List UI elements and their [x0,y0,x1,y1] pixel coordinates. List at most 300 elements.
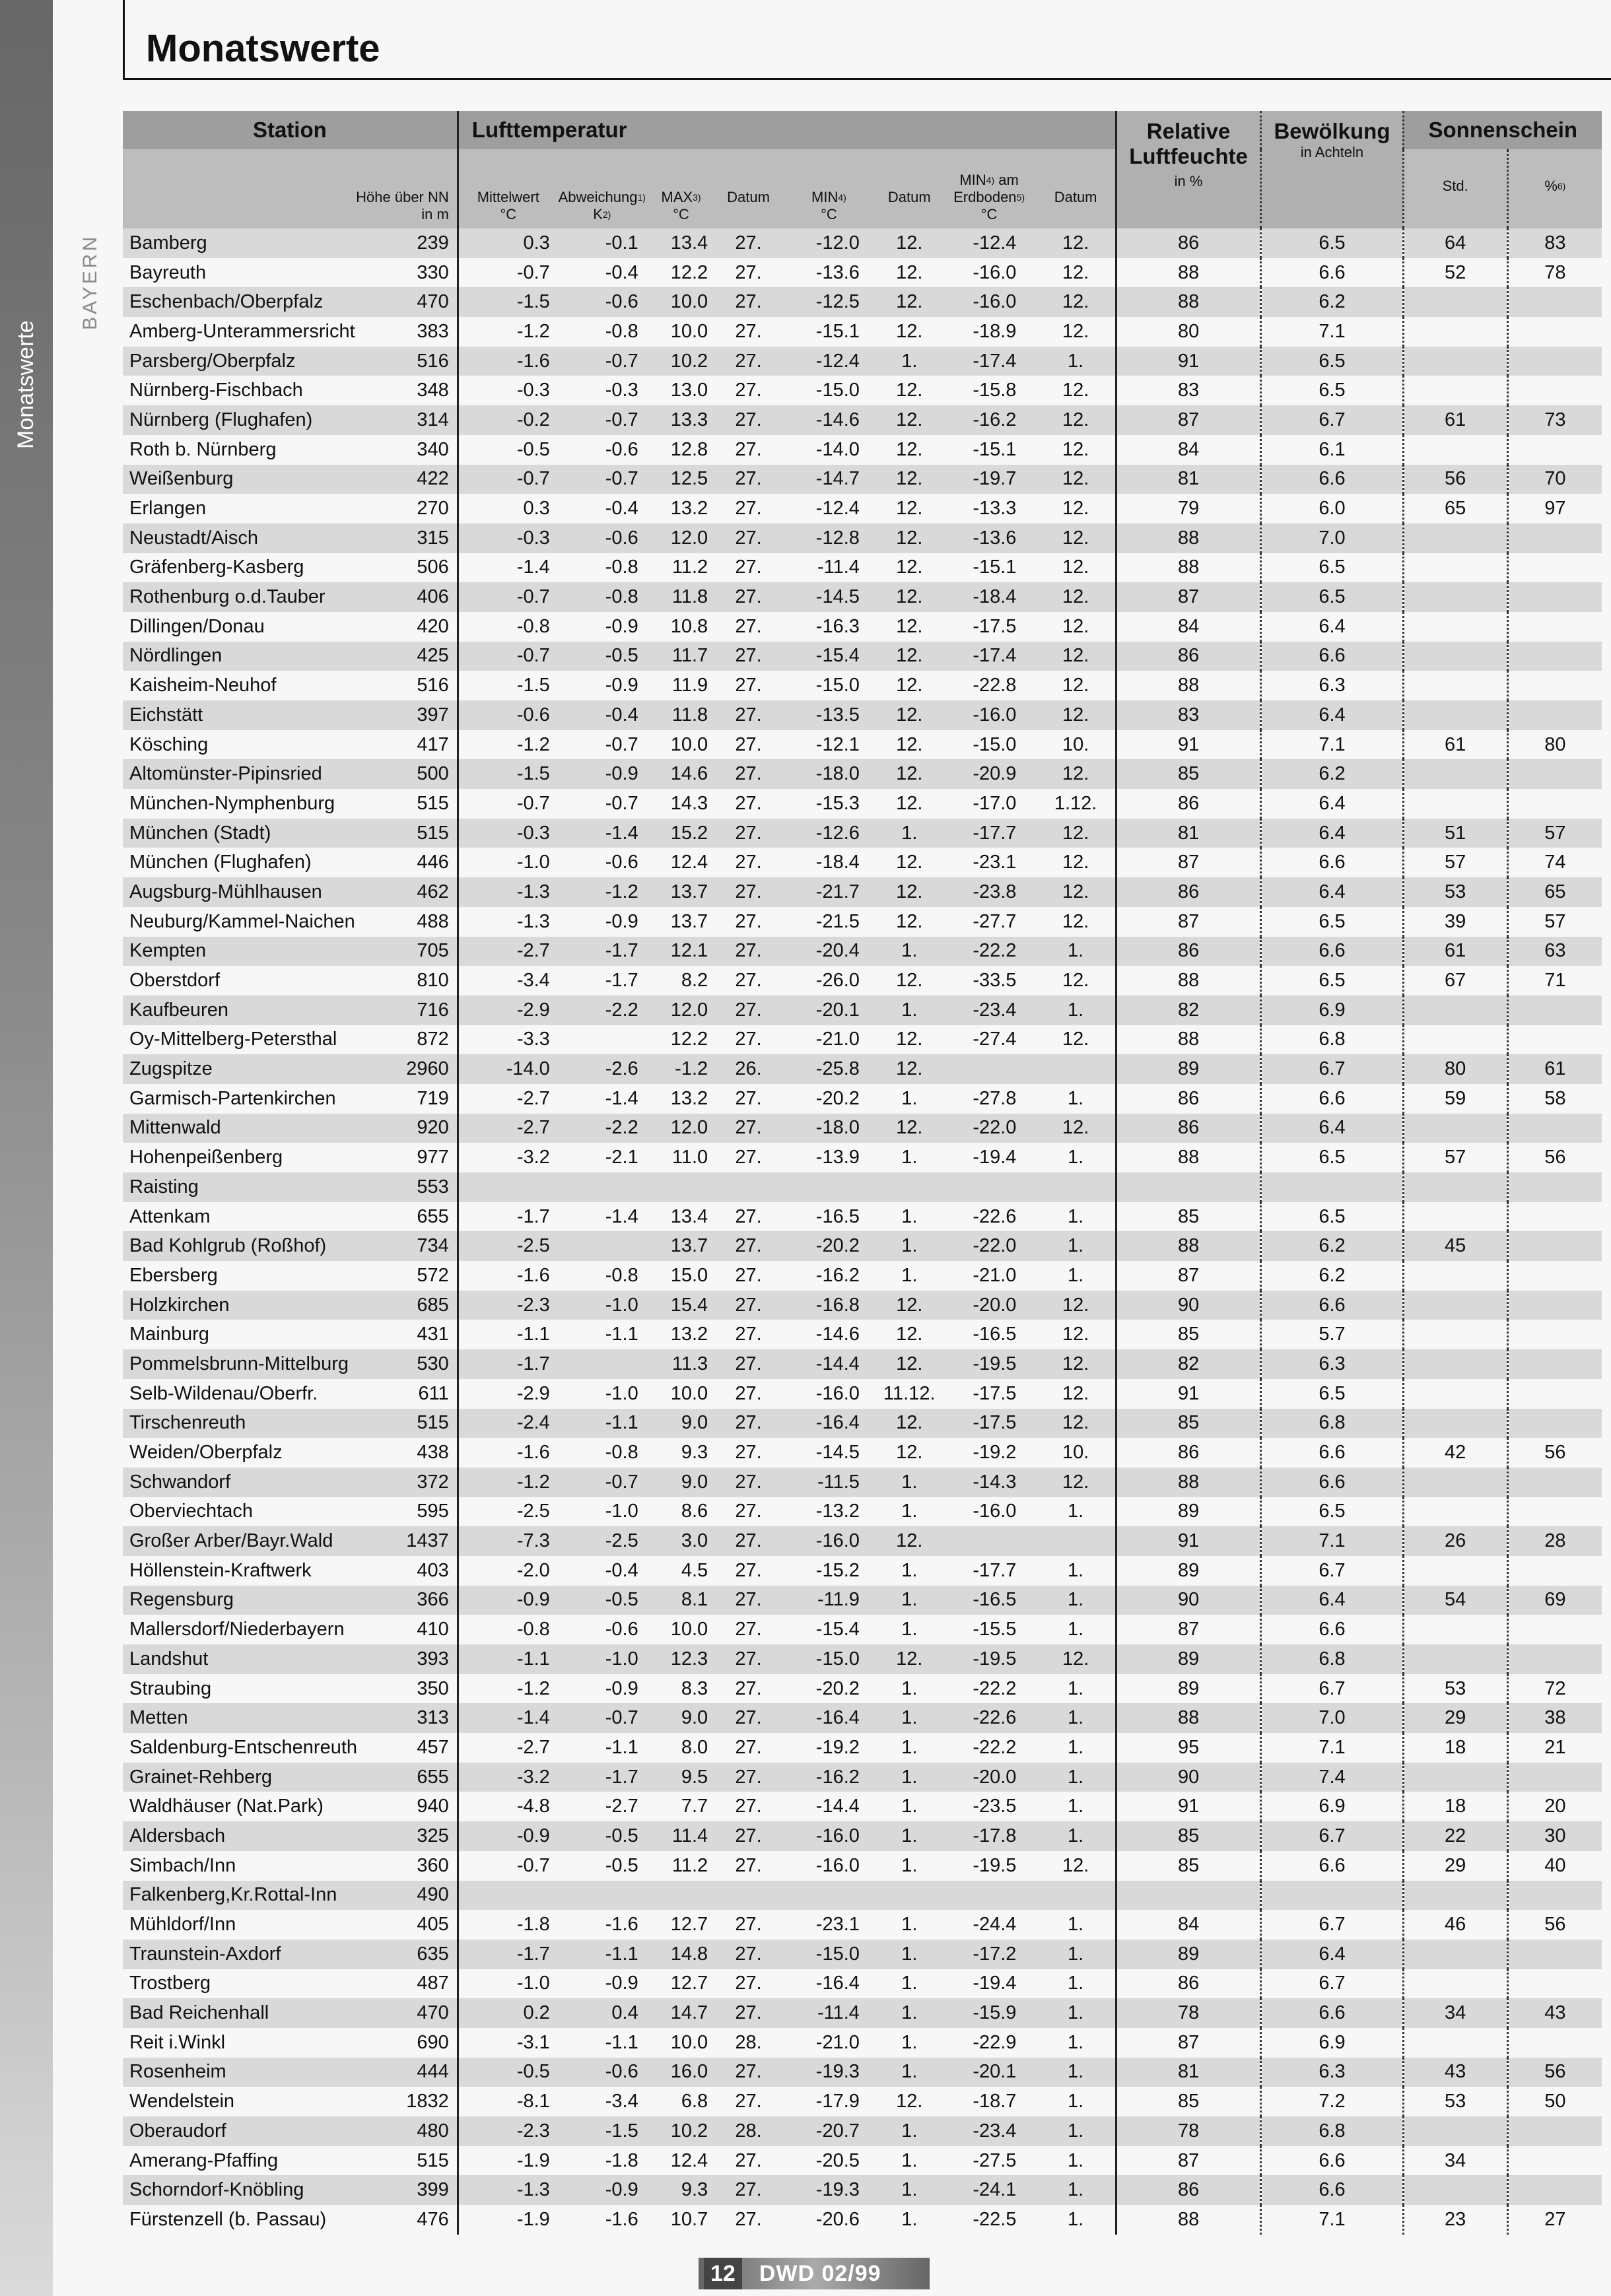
cell-luftfeuchte: 86 [1116,228,1261,258]
cell-datum-min: 11.12. [883,1382,936,1404]
issue-label: DWD 02/99 [759,2260,881,2286]
cell-sonne-pct [1507,1114,1602,1143]
cell-bewoelkung: 6.6 [1261,642,1403,671]
table-row [123,1615,1602,1644]
cell-min-erdboden [942,1526,1037,1556]
cell-hoehe: 462 [398,877,458,907]
cell-mittelwert: 0.3 [523,498,550,520]
cell-sonne-pct: 61 [1507,1054,1602,1084]
cell-bewoelkung: 6.2 [1261,1261,1403,1291]
cell-luftfeuchte: 87 [1116,848,1261,877]
cell-luftfeuchte: 82 [1116,1349,1261,1379]
cell-luftfeuchte: 86 [1116,789,1261,819]
cell-datum-min: 12. [877,1644,942,1674]
cell-luftfeuchte: 88 [1116,671,1261,700]
cell-luftfeuchte: 89 [1116,1556,1261,1586]
cell-mittelwert: -1.7 [458,1940,558,1969]
cell-luftfeuchte: 82 [1116,996,1261,1025]
cell-datum-max: 28. [735,2031,762,2053]
cell-min-erdboden: -15.8 [973,380,1017,401]
cell-hoehe: 397 [398,700,458,730]
cell-station-name: Rothenburg o.d.Tauber [123,582,398,612]
cell-luftfeuchte: 85 [1116,1821,1261,1851]
cell-min-erdboden: -15.5 [973,1619,1017,1640]
cell-sonne-pct [1507,1409,1602,1438]
cell-min: -16.0 [815,1382,860,1404]
cell-min-erdboden: -17.0 [973,792,1017,814]
cell-station-name: Dillingen/Donau [129,615,265,637]
cell-max: 9.0 [646,1409,716,1438]
cell-min: -21.5 [815,910,860,932]
cell-abweichung: -0.6 [558,523,646,553]
cell-sonne-pct: 97 [1544,498,1566,520]
bewoelkung-unit: in Achteln [1300,144,1364,160]
cell-max: 16.0 [646,2058,716,2087]
cell-datum-min: 1. [901,1205,918,1227]
cell-luftfeuchte: 87 [1116,907,1261,937]
cell-datum-min: 12. [896,910,923,932]
cell-datum-max: 27. [716,465,781,494]
cell-mittelwert: -0.6 [458,700,558,730]
cell-max: 9.0 [646,1703,716,1733]
cell-station-name: Bayreuth [129,261,207,283]
cell-abweichung: -1.1 [605,1324,638,1345]
cell-sonne-std [1403,700,1507,730]
cell-abweichung: -2.7 [605,1796,638,1817]
cell-abweichung: -0.7 [558,1703,646,1733]
table-row [123,1261,1602,1291]
cell-min-erdboden: -24.4 [973,1914,1017,1936]
cell-mittelwert: -1.0 [516,1973,550,1994]
cell-datum-min: 1. [901,1796,918,1817]
cell-hoehe: 470 [398,1998,458,2028]
cell-sonne-pct [1507,1025,1602,1055]
cell-station-name: Eschenbach/Oberpfalz [123,287,398,317]
cell-mittelwert: -1.5 [516,675,550,696]
cell-sonne-pct: 57 [1544,910,1566,932]
cell-datum-erdboden: 12. [1036,582,1116,612]
cell-datum-erdboden: 1. [1036,1674,1116,1704]
cell-min-erdboden: -20.9 [942,759,1037,789]
max-line1: MAX [661,189,693,205]
cell-datum-erdboden: 1. [1036,1202,1116,1232]
cell-datum-erdboden: 12. [1036,553,1116,583]
cell-sonne-pct: 56 [1544,1147,1566,1168]
cell-max: 15.4 [646,1291,716,1320]
cell-min: -14.6 [781,405,877,435]
cell-station-name: Mainburg [129,1324,209,1345]
title-frame [123,0,1611,80]
cell-sonne-pct [1507,1940,1602,1969]
cell-sonne-std: 61 [1403,730,1507,760]
cell-luftfeuchte: 87 [1116,2146,1261,2176]
cell-datum-erdboden: 12. [1036,877,1116,907]
cell-luftfeuchte: 87 [1116,1261,1261,1291]
cell-max: 13.0 [670,380,708,401]
cell-bewoelkung: 6.2 [1261,759,1403,789]
cell-sonne-pct: 56 [1544,1442,1566,1464]
cell-min-erdboden: -17.4 [942,642,1037,671]
cell-max: 15.0 [670,1264,708,1286]
cell-station-name: Simbach/Inn [129,1854,236,1876]
region-label-text: BAYERN [79,234,101,330]
cell-min: -20.2 [815,1677,860,1699]
cell-sonne-pct [1507,1468,1602,1497]
table-row [123,2087,1602,2116]
cell-sonne-pct [1507,1556,1602,1586]
cell-datum-min: 12. [896,1029,923,1050]
cell-max: 10.2 [646,2116,716,2146]
cell-abweichung: -2.1 [605,1147,638,1168]
cell-hoehe: 515 [398,1409,458,1438]
relative-line1: Relative [1146,119,1231,143]
cell-luftfeuchte: 87 [1116,2028,1261,2058]
cell-sonne-std: 34 [1403,2146,1507,2176]
page-title: Monatswerte [146,27,380,70]
cell-sonne-pct: 69 [1507,1586,1602,1615]
table-row [123,2205,1602,2235]
cell-min-erdboden: -13.6 [942,523,1037,553]
table-row [123,2146,1602,2176]
cell-max: 11.8 [646,700,716,730]
cell-mittelwert: -2.0 [516,1559,550,1581]
cell-hoehe: 360 [398,1851,458,1881]
cell-max: 12.7 [670,1973,708,1994]
cell-bewoelkung: 6.6 [1261,1468,1403,1497]
cell-abweichung: -0.5 [558,642,646,671]
cell-min: -14.4 [781,1349,877,1379]
cell-hoehe: 383 [398,317,458,347]
cell-min-erdboden: -17.7 [973,1559,1017,1581]
table-row [123,1231,1602,1261]
cell-mittelwert: -1.2 [458,1468,558,1497]
table-row [123,1438,1602,1468]
cell-hoehe: 690 [398,2028,458,2058]
cell-datum-max: 27. [735,1205,762,1227]
table-row [123,1468,1602,1497]
cell-min: -21.0 [815,2031,860,2053]
cell-datum-min: 1. [877,1940,942,1969]
cell-max: 14.8 [646,1940,716,1969]
cell-luftfeuchte: 85 [1116,1320,1261,1349]
cell-abweichung: -0.5 [605,1854,638,1876]
cell-hoehe: 810 [398,966,458,996]
cell-datum-max: 27. [735,261,762,283]
cell-bewoelkung: 6.6 [1261,1084,1403,1114]
cell-sonne-std [1403,2175,1507,2205]
cell-mittelwert: -3.2 [458,1763,558,1792]
cell-min-erdboden: -22.2 [942,937,1037,966]
table-row [123,789,1602,819]
cell-bewoelkung: 6.5 [1261,966,1403,996]
cell-luftfeuchte: 83 [1116,376,1261,405]
cell-datum-max: 27. [735,1147,762,1168]
cell-mittelwert: -0.8 [516,615,550,637]
cell-min: -12.4 [815,498,860,520]
cell-sonne-std [1403,376,1507,405]
cell-datum-min: 1. [901,1501,918,1522]
min-line2: °C [821,206,837,222]
cell-sonne-pct [1507,996,1602,1025]
cell-datum-max: 27. [735,1559,762,1581]
cell-max: 11.2 [671,1854,708,1876]
cell-luftfeuchte: 79 [1116,494,1261,523]
cell-datum-max: 27. [716,1291,781,1320]
cell-min: -16.2 [815,1264,860,1286]
cell-min: -15.4 [781,642,877,671]
cell-datum-erdboden: 12. [1036,848,1116,877]
cell-max: 13.4 [646,228,716,258]
cell-hoehe: 330 [398,258,458,288]
cell-bewoelkung [1261,1172,1403,1202]
cell-sonne-pct [1507,435,1602,465]
cell-bewoelkung: 6.6 [1261,2175,1403,2205]
cell-bewoelkung: 6.2 [1261,287,1403,317]
cell-bewoelkung: 6.6 [1261,1615,1403,1644]
cell-max: 13.4 [670,1205,708,1227]
cell-station-name: Aldersbach [123,1821,398,1851]
cell-datum-min: 1. [901,1914,918,1936]
cell-min: -15.2 [815,1559,860,1581]
cell-luftfeuchte: 86 [1116,1114,1261,1143]
cell-mittelwert: -2.7 [458,1114,558,1143]
cell-station-name: Schorndorf-Knöbling [123,2175,398,2205]
cell-max: 6.8 [681,2091,708,2112]
cell-datum-min: 1. [901,1559,918,1581]
header-pct: %$^{6)}$ [1507,149,1602,228]
cell-datum-min: 1. [877,1763,942,1792]
minboden-sup2: 5) [1016,192,1025,203]
cell-station-name: Attenkam [129,1205,211,1227]
cell-bewoelkung: 6.7 [1261,405,1403,435]
cell-mittelwert: -1.6 [516,1264,550,1286]
cell-datum-erdboden: 12. [1036,700,1116,730]
cell-sonne-pct [1507,347,1602,376]
cell-datum-max: 27. [716,582,781,612]
cell-min: -14.5 [781,582,877,612]
cell-sonne-pct [1507,1202,1602,1232]
cell-station-name: Oberaudorf [123,2116,398,2146]
cell-sonne-pct: 56 [1507,2058,1602,2087]
relative-unit: in % [1174,173,1203,189]
cell-datum-max: 27. [716,700,781,730]
cell-bewoelkung: 6.7 [1261,1969,1403,1999]
cell-datum-min: 12. [896,1324,923,1345]
table-row [123,405,1602,435]
cell-bewoelkung: 6.7 [1261,1821,1403,1851]
cell-station-name: Saldenburg-Entschenreuth [129,1736,358,1758]
cell-min: -21.0 [815,1029,860,1050]
cell-hoehe: 488 [398,907,458,937]
cell-station-name: Kösching [129,733,209,755]
cell-datum-min: 12. [896,970,923,992]
cell-datum-min: 12. [877,700,942,730]
table-row [123,1556,1602,1586]
cell-mittelwert: -1.9 [516,2149,550,2171]
cell-min-erdboden: -19.2 [973,1442,1017,1464]
cell-station-name: Altomünster-Pipinsried [123,759,398,789]
table-row [123,1940,1602,1969]
cell-bewoelkung: 6.0 [1261,494,1403,523]
cell-mittelwert: 0.3 [458,228,558,258]
cell-max: 14.3 [670,792,708,814]
cell-datum-min: 1. [877,347,942,376]
cell-max: 11.9 [671,675,708,696]
cell-sonne-std [1403,1468,1507,1497]
cell-mittelwert: -2.4 [458,1409,558,1438]
cell-sonne-std: 59 [1403,1084,1507,1114]
cell-mittelwert: -0.7 [458,642,558,671]
header-datum-max: Datum [716,149,781,228]
cell-sonne-pct [1507,1291,1602,1320]
cell-bewoelkung: 6.9 [1261,1792,1403,1821]
cell-datum-min: 12. [877,228,942,258]
cell-max: 12.2 [670,1029,708,1050]
cell-sonne-pct [1507,1379,1602,1409]
cell-abweichung: -0.7 [558,405,646,435]
table-row [123,1320,1602,1349]
cell-luftfeuchte: 80 [1116,317,1261,347]
cell-mittelwert: -1.5 [458,287,558,317]
cell-mittelwert: -8.1 [516,2091,550,2112]
cell-min: -13.5 [781,700,877,730]
cell-station-name: Großer Arber/Bayr.Wald [123,1526,398,1556]
cell-datum-erdboden: 12. [1036,612,1116,642]
table-row [123,1172,1602,1202]
cell-datum-erdboden: 12. [1036,1409,1116,1438]
cell-min: -12.6 [781,819,877,848]
hoehe-line1: Höhe über NN [356,189,449,205]
abweichung-line2-sup: 2) [602,209,611,220]
cell-luftfeuchte: 88 [1116,287,1261,317]
cell-min: -12.5 [781,287,877,317]
cell-hoehe: 500 [398,759,458,789]
cell-luftfeuchte: 91 [1116,1379,1261,1409]
cell-mittelwert: -0.9 [458,1586,558,1615]
cell-station-name: Rosenheim [123,2058,398,2087]
cell-mittelwert: -1.8 [516,1914,550,1936]
cell-datum-erdboden: 1. [1036,1231,1116,1261]
cell-station-name: Hohenpeißenberg [129,1147,283,1168]
cell-station-name: Bad Reichenhall [123,1998,398,2028]
cell-datum-max: 27. [716,642,781,671]
cell-min: -20.2 [815,1087,860,1109]
cell-hoehe: 444 [398,2058,458,2087]
cell-min: -14.6 [815,1324,860,1345]
cell-datum-min: 1. [877,937,942,966]
cell-sonne-std [1403,759,1507,789]
cell-station-name: München-Nymphenburg [129,792,335,814]
table-row [123,848,1602,877]
cell-station-name: Höllenstein-Kraftwerk [129,1559,312,1581]
cell-datum-erdboden: 12. [1036,1851,1116,1881]
cell-mittelwert: -1.4 [458,1703,558,1733]
table-row [123,642,1602,671]
cell-datum-max: 27. [735,1677,762,1699]
cell-station-name: Mallersdorf/Niederbayern [129,1619,345,1640]
cell-datum-erdboden: 1. [1036,2087,1116,2116]
cell-datum-max [716,1881,781,1910]
cell-abweichung: -0.7 [558,1468,646,1497]
cell-sonne-std [1403,612,1507,642]
cell-datum-erdboden: 1. [1036,1940,1116,1969]
header-datum-min: Datum [877,149,942,228]
cell-datum-erdboden: 1. [1036,1792,1116,1821]
cell-abweichung [558,1172,646,1202]
cell-datum-min: 1. [877,2116,942,2146]
cell-max: 12.7 [670,1914,708,1936]
cell-abweichung: -0.8 [605,557,638,578]
cell-mittelwert: -1.4 [516,557,550,578]
cell-datum-min: 1. [877,819,942,848]
cell-sonne-pct [1507,1261,1602,1291]
cell-sonne-std [1403,553,1507,583]
cell-mittelwert [458,1172,558,1202]
cell-hoehe: 410 [398,1615,458,1644]
cell-mittelwert: -0.7 [458,582,558,612]
cell-luftfeuchte: 88 [1116,553,1261,583]
cell-datum-min: 12. [877,287,942,317]
cell-abweichung: -0.8 [605,1264,638,1286]
cell-min-erdboden: -22.5 [973,2208,1017,2230]
cell-abweichung: -1.4 [558,819,646,848]
cell-sonne-pct [1507,1644,1602,1674]
cell-datum-erdboden: 1. [1036,1821,1116,1851]
cell-sonne-std [1403,523,1507,553]
cell-sonne-pct: 73 [1507,405,1602,435]
cell-datum-max: 27. [716,759,781,789]
relative-line2: Luftfeuchte [1129,144,1248,168]
cell-bewoelkung: 6.6 [1261,2146,1403,2176]
cell-min-erdboden: -16.0 [973,1501,1017,1522]
cell-datum-max: 27. [735,2149,762,2171]
cell-sonne-std: 51 [1403,819,1507,848]
cell-min-erdboden: -27.4 [973,1029,1017,1050]
cell-mittelwert: -1.2 [516,733,550,755]
cell-datum-min: 12. [896,380,923,401]
cell-max: 13.7 [670,910,708,932]
cell-mittelwert: -1.3 [516,910,550,932]
cell-bewoelkung: 6.6 [1261,1438,1403,1468]
cell-mittelwert: 0.2 [458,1998,558,2028]
cell-max: 10.0 [670,320,708,342]
cell-mittelwert: -2.7 [516,1087,550,1109]
cell-max: 12.3 [646,1644,716,1674]
cell-mittelwert: -0.7 [458,465,558,494]
cell-min: -15.4 [815,1619,860,1640]
table-row [123,1025,1602,1055]
cell-max: 13.2 [670,1087,708,1109]
cell-datum-min: 1. [877,1998,942,2028]
cell-datum-max: 27. [716,1468,781,1497]
cell-abweichung: -1.1 [558,1409,646,1438]
minboden-line2: Erdboden [953,189,1017,205]
cell-max: 9.3 [646,2175,716,2205]
cell-station-name: Nürnberg-Fischbach [129,380,303,401]
cell-min-erdboden: -20.0 [942,1763,1037,1792]
cell-max: 10.7 [670,2208,708,2230]
cell-datum-max: 27. [716,287,781,317]
table-row [123,494,1602,523]
table-row [123,287,1602,317]
table-row [123,1291,1602,1320]
cell-mittelwert: -2.9 [458,996,558,1025]
cell-hoehe: 399 [398,2175,458,2205]
cell-luftfeuchte: 87 [1116,405,1261,435]
cell-station-name: Kempten [123,937,398,966]
cell-bewoelkung: 6.5 [1261,1379,1403,1409]
cell-mittelwert: -1.6 [458,347,558,376]
